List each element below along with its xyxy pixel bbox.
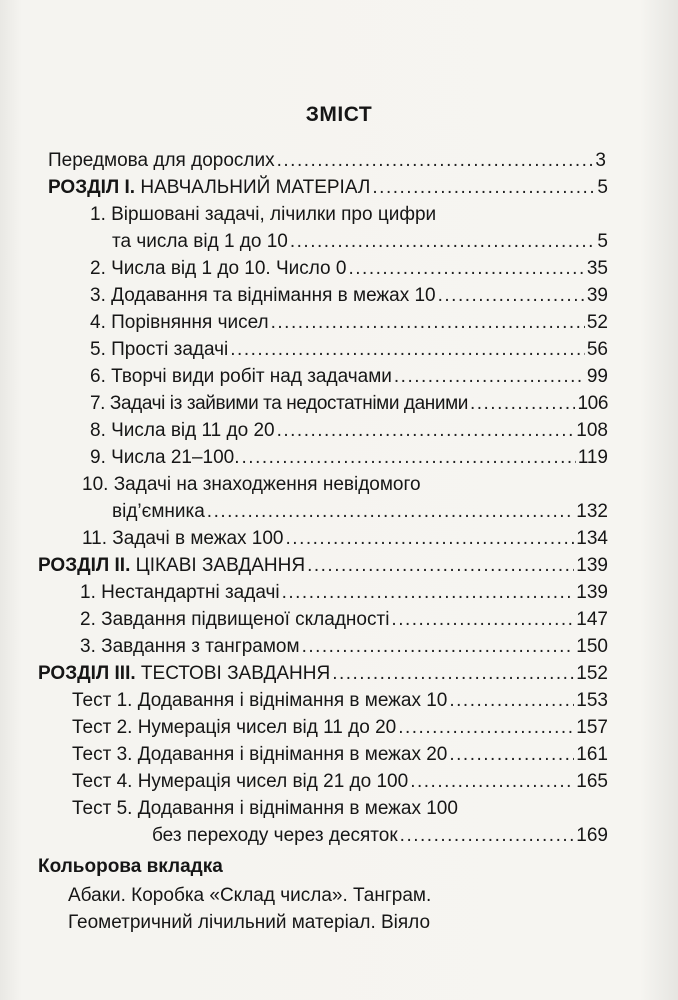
toc-entry-page: 152 xyxy=(576,663,608,684)
dot-leader xyxy=(470,390,576,417)
toc-entry-label: 4. Порівняння чисел xyxy=(90,312,269,333)
toc-entry-label: від’ємника xyxy=(112,501,205,522)
toc-entry-label: Тест 2. Нумерація чисел від 11 до 20 xyxy=(72,717,397,738)
toc-entry-page: 169 xyxy=(576,825,608,846)
toc-entry-foreword[interactable] xyxy=(0,147,678,174)
toc-entry-page: 147 xyxy=(576,609,608,630)
dot-leader xyxy=(449,687,574,714)
toc-section-1[interactable] xyxy=(0,174,678,201)
dot-leader xyxy=(348,255,584,282)
dot-leader xyxy=(282,579,575,606)
toc-entry-label: 2. Числа від 1 до 10. Число 0 xyxy=(90,258,347,279)
toc-entry-1-5[interactable] xyxy=(0,336,678,363)
toc-section-2[interactable] xyxy=(0,552,678,579)
dot-leader xyxy=(207,498,575,525)
toc-entry-label: 5. Прості задачі xyxy=(90,339,229,360)
toc-entry-label: Тест 1. Додавання і віднімання в межах 10 xyxy=(72,690,448,711)
toc-entry-test-2[interactable] xyxy=(0,714,678,741)
toc-entry-label: 3. Завдання з танграмом xyxy=(80,636,300,657)
toc-entry-1-6[interactable] xyxy=(0,363,678,390)
toc-entry-page: 99 xyxy=(586,366,608,387)
section-title: НАВЧАЛЬНИЙ МАТЕРІАЛ xyxy=(135,177,371,198)
toc-entry-1-9[interactable] xyxy=(0,444,678,471)
toc-entry-page: 153 xyxy=(576,690,608,711)
dot-leader xyxy=(394,363,585,390)
toc-entry-label: 1. Нестандартні задачі xyxy=(80,582,280,603)
toc-entry-label xyxy=(38,552,305,579)
toc-entry-label xyxy=(48,174,370,201)
dot-leader xyxy=(400,822,575,849)
toc-entry-test-4[interactable] xyxy=(0,768,678,795)
toc-entry-2-1[interactable] xyxy=(0,579,678,606)
section-title: ЦІКАВІ ЗАВДАННЯ xyxy=(130,555,306,576)
toc-entry-label: 3. Додавання та віднімання в межах 10 xyxy=(90,285,436,306)
toc-entry-page: 52 xyxy=(586,312,608,333)
dot-leader xyxy=(449,741,574,768)
toc-entry-1-4[interactable] xyxy=(0,309,678,336)
dot-leader xyxy=(391,606,574,633)
toc-entry-label: Тест 5. Додавання і віднімання в межах 100 xyxy=(72,798,458,819)
toc-entry-1-10b[interactable] xyxy=(0,498,678,525)
toc-entry-page: 56 xyxy=(586,339,608,360)
toc-entry-page: 139 xyxy=(576,582,608,603)
dot-leader xyxy=(307,552,574,579)
color-insert-line-2: Геометричний лічильний матеріал. Віяло xyxy=(68,912,431,933)
toc-entry-1-8[interactable] xyxy=(0,417,678,444)
toc-entry-2-2[interactable] xyxy=(0,606,678,633)
dot-leader xyxy=(230,336,585,363)
toc-entry-page: 139 xyxy=(576,555,608,576)
toc-entry-label: Передмова для дорослих xyxy=(48,150,275,171)
dot-leader xyxy=(242,444,576,471)
section-number: РОЗДІЛ І. xyxy=(48,177,136,198)
toc-entry-1-7[interactable] xyxy=(0,390,678,417)
page-title: ЗМІСТ xyxy=(305,103,373,126)
toc-entry-1-2[interactable] xyxy=(0,255,678,282)
toc-entry-page: 165 xyxy=(576,771,608,792)
dot-leader xyxy=(398,714,574,741)
toc-entry-1-1b[interactable] xyxy=(0,228,678,255)
toc-entry-page: 5 xyxy=(597,231,608,252)
toc-entry-page: 119 xyxy=(577,447,608,468)
dot-leader xyxy=(438,282,585,309)
dot-leader xyxy=(277,147,594,174)
toc-section-3[interactable] xyxy=(0,660,678,687)
color-insert-line-1: Абаки. Коробка «Склад числа». Танграм. xyxy=(68,885,432,906)
toc-entry-page: 108 xyxy=(576,420,608,441)
section-number: РОЗДІЛ ІІІ. xyxy=(38,663,136,684)
toc-entry-1-11[interactable] xyxy=(0,525,678,552)
section-number: РОЗДІЛ ІІ. xyxy=(38,555,131,576)
toc-entry-label: 2. Завдання підвищеної складності xyxy=(80,609,390,630)
toc-entry-label xyxy=(38,660,330,687)
toc-entry-page: 3 xyxy=(595,150,606,171)
dot-leader xyxy=(302,633,575,660)
dot-leader xyxy=(410,768,574,795)
toc-entry-page: 132 xyxy=(576,501,608,522)
dot-leader xyxy=(290,228,596,255)
toc-entry-test-1[interactable] xyxy=(0,687,678,714)
toc-entry-2-3[interactable] xyxy=(0,633,678,660)
color-insert-heading: Кольорова вкладка xyxy=(38,856,223,877)
toc-entry-page: 5 xyxy=(597,177,608,198)
toc-entry-1-10a[interactable] xyxy=(0,471,678,498)
toc-entry-page: 157 xyxy=(576,717,608,738)
table-of-contents xyxy=(0,147,678,849)
toc-entry-page: 161 xyxy=(576,744,608,765)
toc-entry-label: 6. Творчі види робіт над задачами xyxy=(90,366,392,387)
toc-entry-1-3[interactable] xyxy=(0,282,678,309)
toc-entry-label: без переходу через десяток xyxy=(152,825,398,846)
toc-entry-test-5b[interactable] xyxy=(0,822,678,849)
toc-entry-test-5a[interactable] xyxy=(0,795,678,822)
toc-entry-1-1a[interactable] xyxy=(0,201,678,228)
toc-entry-label: Тест 3. Додавання і віднімання в межах 20 xyxy=(72,744,448,765)
toc-entry-page: 35 xyxy=(586,258,608,279)
toc-entry-page: 106 xyxy=(577,393,608,414)
dot-leader xyxy=(286,525,575,552)
toc-entry-test-3[interactable] xyxy=(0,741,678,768)
section-title: ТЕСТОВІ ЗАВДАННЯ xyxy=(135,663,331,684)
toc-entry-label: 11. Задачі в межах 100 xyxy=(82,528,284,549)
toc-entry-label: 1. Віршовані задачі, лічилки про цифри xyxy=(90,204,437,225)
dot-leader xyxy=(372,174,595,201)
toc-entry-label: 7. Задачі із зайвими та недостатніми даними xyxy=(90,393,468,414)
dot-leader xyxy=(332,660,574,687)
toc-entry-page: 150 xyxy=(576,636,608,657)
toc-entry-label: 8. Числа від 11 до 20 xyxy=(90,420,275,441)
dot-leader xyxy=(277,417,575,444)
toc-entry-label: та числа від 1 до 10 xyxy=(112,231,288,252)
toc-entry-label: 10. Задачі на знаходження невідомого xyxy=(82,474,421,495)
toc-entry-page: 134 xyxy=(576,528,608,549)
toc-entry-page: 39 xyxy=(586,285,608,306)
toc-entry-label: Тест 4. Нумерація чисел від 21 до 100 xyxy=(72,771,409,792)
toc-entry-label: 9. Числа 21–100. xyxy=(90,447,240,468)
dot-leader xyxy=(271,309,585,336)
